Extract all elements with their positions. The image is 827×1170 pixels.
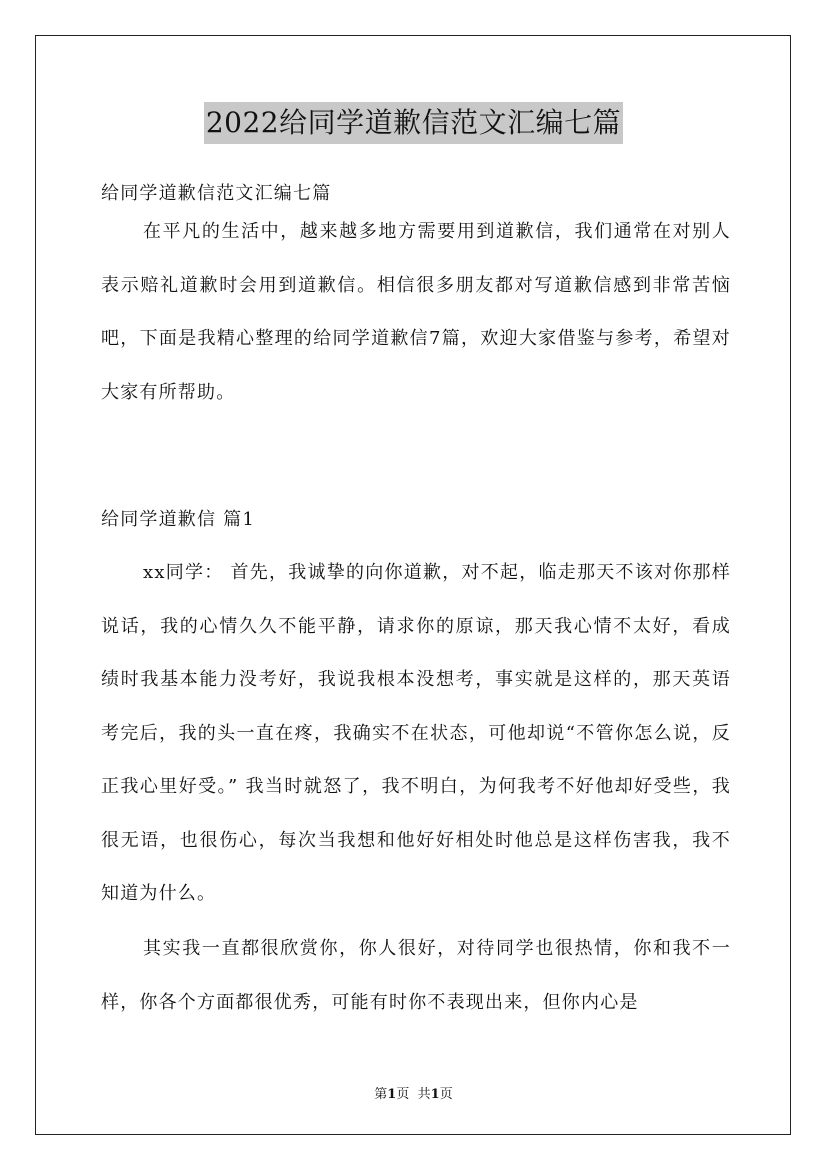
section-heading: 给同学道歉信 篇1 (101, 509, 255, 530)
document-subtitle: 给同学道歉信范文汇编七篇 (101, 183, 332, 204)
footer-page-number: 1 (387, 1087, 397, 1102)
footer-page-suffix: 页 (396, 1087, 410, 1102)
intro-paragraph: 在平凡的生活中，越来越多地方需要用到道歉信，我们通常在对别人表示赔礼道歉时会用到道歉信。相信很多朋友都对写道歉信感到非常苦恼吧，下面是我精心整理的给同学道歉信7篇，欢迎大家借鉴与参考，希望对大家有所帮助。 (101, 221, 731, 403)
title-container (0, 102, 827, 144)
letter-paragraph-1: xx同学： 首先，我诚挚的向你道歉，对不起，临走那天不该对你那样说话，我的心情久久不能平静，请求你的原谅，那天我心情不太好，看成绩时我基本能力没考好，我说我根本没想考，事实就是这样的，那天英语考完后，我的头一直在疼，我确实不在状态，可他却说“不管你怎么说，反正我心里好受。” 我当时就怒了，我不明白，为何我考不好他却好受些，我很无语，也很伤心，每次当我想和他好好相处时他总是这样伤害我，我不知道为什么。 (101, 562, 731, 904)
document-title: 2022给同学道歉信范文汇编七篇 (204, 102, 623, 144)
letter-paragraph-2: 其实我一直都很欣赏你，你人很好，对待同学也很热情，你和我不一样，你各个方面都很优秀，可能有时你不表现出来，但你内心是 (101, 938, 731, 1013)
footer-total-prefix: 共 (417, 1087, 431, 1102)
footer-page-prefix: 第 (374, 1087, 388, 1102)
page-footer (0, 1083, 827, 1102)
footer-total-suffix: 页 (439, 1087, 453, 1102)
footer-total-number: 1 (430, 1087, 440, 1102)
